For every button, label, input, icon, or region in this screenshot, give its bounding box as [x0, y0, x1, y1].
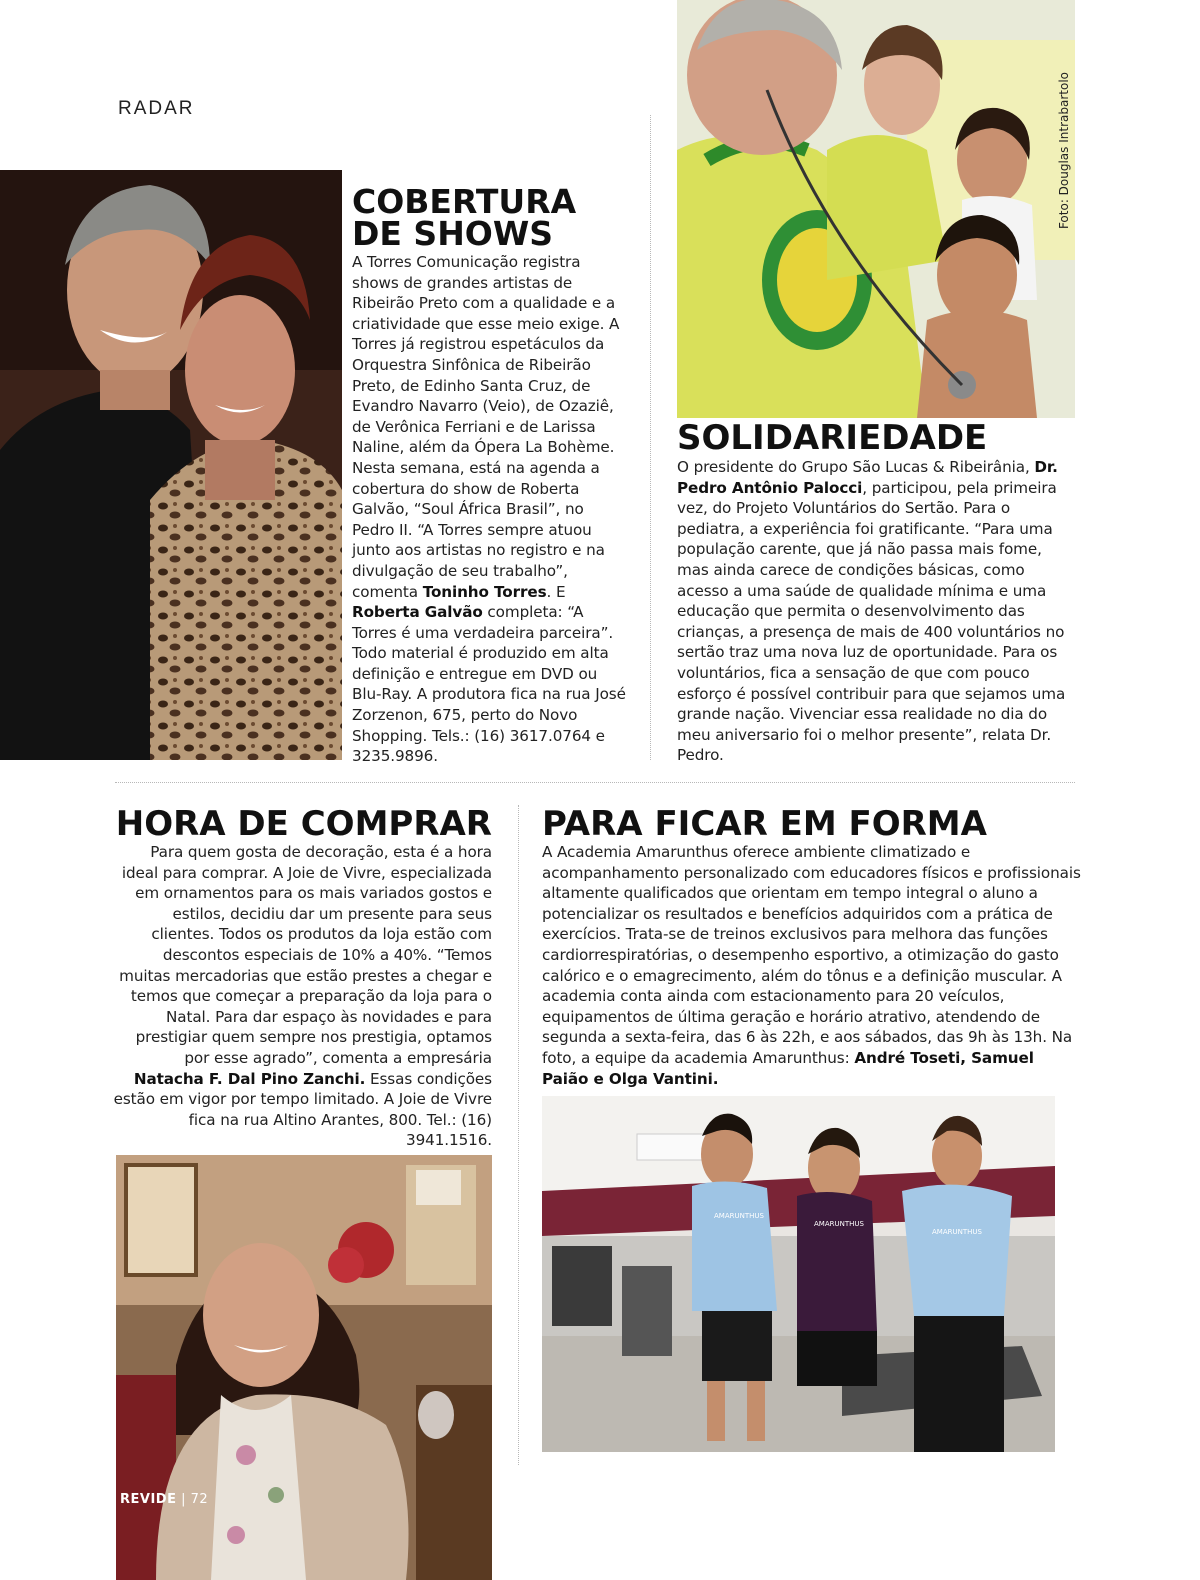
body-para-ficar-em-forma: [542, 842, 1082, 1089]
article-hora-de-comprar: [112, 806, 492, 1151]
body-cobertura: [352, 252, 630, 767]
body-text-part: A Torres Comunicação registra shows de grandes artistas de Ribeirão Preto com a qualidade e a criatividade que esse meio exige. A Torres já registrou espetáculos da Orquestra Sinfônica de Ribeirão Preto, de Edinho Santa Cruz, de Evandro Navarro (Veio), de Ozaziê, de Verônica Ferriani e de Larissa Naline, além da Ópera La Bohème. Nesta semana, está na agenda a cobertura do show de Roberta Galvão, “Soul África Brasil”, no Pedro II. “A Torres sempre atuou junto aos artistas no registro e na divulgação de seu trabalho”, comenta: [352, 253, 620, 601]
article-solidariedade: [677, 418, 1075, 766]
photo-couple: [0, 170, 342, 760]
section-divider: [115, 782, 1075, 783]
person-name: Natacha F. Dal Pino Zanchi.: [133, 1069, 366, 1088]
shirt-logo-left: AMARUNTHUS: [714, 1212, 764, 1220]
footer-separator: |: [181, 1492, 186, 1507]
headline-line1: COBERTURA: [352, 182, 577, 221]
body-text-part: , participou, pela primeira vez, do Projeto Voluntários do Sertão. Para o pediatra, a experiência foi gratificante. “Para uma população carente, que já não passa mais fome, mas ainda carece de condições básicas, como acesso a uma saúde de qualidade mínima e uma educação que permita o desenvolvimento das crianças, a presença de mais de 400 voluntários no sertão traz uma nova luz de oportunidade. Para os voluntários, fica a sensação de que com pouco esforço é possível contribuir para que sejamos uma grande nação. Vivenciar essa realidade no dia do meu aniversario foi o melhor presente”, relata Dr. Pedro.: [677, 478, 1066, 765]
headline-line2: DE SHOWS: [352, 214, 554, 253]
person-names: André Toseti, Samuel Paião e Olga Vantini.: [542, 1048, 1034, 1088]
body-text-part: completa: “A Torres é uma verdadeira parceira”. Todo material é produzido em alta definição e entregue em DVD ou Blu-Ray. A produtora fica na rua José Zorzenon, 675, perto do Novo Shopping. Tels.: (16) 3617.0764 e 3235.9896.: [352, 603, 626, 766]
column-divider-top: [650, 115, 651, 760]
body-text-part: . E: [546, 582, 566, 601]
body-hora-de-comprar: [112, 842, 492, 1151]
photo-credit: Foto: Douglas Intrabartolo: [1057, 72, 1071, 230]
column-divider-bottom: [518, 805, 519, 1465]
body-text-part: A Academia Amarunthus oferece ambiente climatizado e acompanhamento personalizado com educadores físicos e profissionais altamente qualificados que orientam em tempo integral o aluno a potencializar os resultados e benefícios adquiridos com a prática de exercícios. Trata-se de treinos exclusivos para melhora das funções cardiorrespiratórias, o desempenho esportivo, a otimização do gasto calórico e o emagrecimento, além do tônus e a definição muscular. A academia conta ainda com estacionamento para 20 veículos, equipamentos de última geração e horário atrativo, atendendo de segunda a sexta-feira, das 6 às 22h, e aos sábados, das 9h às 13h. Na foto, a equipe da academia Amarunthus:: [542, 843, 1081, 1067]
shirt-logo-right: AMARUNTHUS: [932, 1228, 982, 1236]
person-name: Toninho Torres: [422, 582, 547, 601]
body-solidariedade: [677, 457, 1075, 766]
photo-businesswoman: [116, 1155, 492, 1580]
section-label: RADAR: [118, 98, 195, 119]
article-para-ficar-em-forma: [542, 806, 1082, 1089]
page-footer: [120, 1492, 208, 1507]
magazine-name: REVIDE: [120, 1492, 177, 1507]
person-name: Dr. Pedro Antônio Palocci: [677, 458, 1058, 497]
headline-solidariedade: SOLIDARIEDADE: [677, 418, 988, 458]
body-text-part: Essas condições estão em vigor por tempo limitado. A Joie de Vivre fica na rua Altino Arantes, 800. Tel.: (16) 3941.1516.: [113, 1069, 492, 1150]
headline-cobertura: [352, 182, 630, 253]
article-cobertura: [352, 182, 630, 767]
body-text-part: Para quem gosta de decoração, esta é a hora ideal para comprar. A Joie de Vivre, especializada em ornamentos para os mais variados gostos e estilos, decidiu dar um presente para seus clientes. Todos os produtos da loja estão com descontos especiais de 10% a 40%. “Temos muitas mercadorias que estão prestes a chegar e temos que começar a preparação da loja para o Natal. Para dar espaço às novidades e para prestigiar quem sempre nos prestigia, optamos por esse agrado”, comenta a empresária: [119, 843, 492, 1067]
headline-para-ficar-em-forma: PARA FICAR EM FORMA: [542, 804, 987, 844]
shirt-logo-center: AMARUNTHUS: [814, 1220, 864, 1228]
person-name: Roberta Galvão: [352, 603, 483, 622]
photo-doctor: [677, 0, 1075, 418]
page-number: 72: [190, 1492, 209, 1507]
headline-hora-de-comprar: HORA DE COMPRAR: [115, 804, 492, 844]
photo-gym-team: [542, 1096, 1055, 1452]
body-text-part: O presidente do Grupo São Lucas & Ribeirânia,: [677, 458, 1035, 476]
